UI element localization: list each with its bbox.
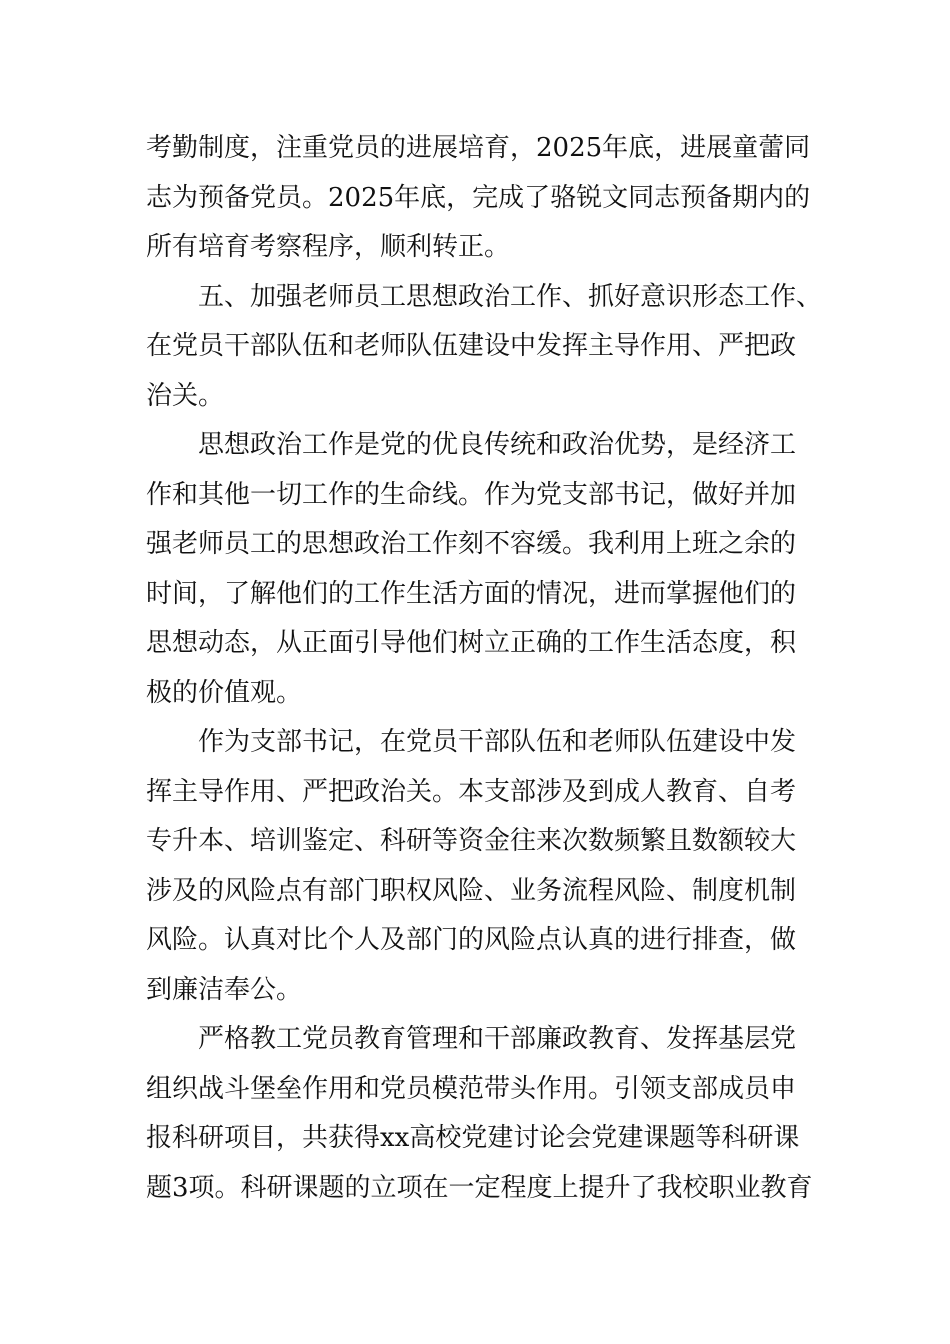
paragraph-4-line-4: 涉及的风险点有部门职权风险、业务流程风险、制度机制 [146,875,797,906]
paragraph-1-line-3: 所有培育考察程序，顺利转正。 [146,232,511,262]
paragraph-4-line-5: 风险。认真对比个人及部门的风险点认真的进行排查，做 [146,925,797,955]
paragraph-5-line-1: 严格教工党员教育管理和干部廉政教育、发挥基层党 [198,1024,797,1054]
paragraph-1-line-2: 志为预备党员。2025年底，完成了骆锐文同志预备期内的 [146,182,811,213]
paragraph-4-line-3: 专升本、培训鉴定、科研等资金往来次数频繁且数额较大 [146,826,797,856]
paragraph-4-line-2: 挥主导作用、严把政治关。本支部涉及到成人教育、自考 [146,776,797,807]
section-heading-line-2: 在党员干部队伍和老师队伍建设中发挥主导作用、严把政 [146,331,797,361]
paragraph-3-line-6: 极的价值观。 [146,677,303,708]
section-heading-line-1: 五、加强老师员工思想政治工作、抓好意识形态工作、 [198,281,823,312]
paragraph-3-line-3: 强老师员工的思想政治工作刻不容缓。我利用上班之余的 [146,529,797,559]
paragraph-1-line-1: 考勤制度，注重党员的进展培育，2025年底，进展童蕾同 [146,133,811,163]
paragraph-5-line-3: 报科研项目，共获得xx高校党建讨论会党建课题等科研课 [146,1123,800,1153]
section-heading-line-3: 治关。 [146,380,225,411]
paragraph-3-line-5: 思想动态，从正面引导他们树立正确的工作生活态度，积 [146,628,797,658]
paragraph-5-line-4: 题3项。科研课题的立项在一定程度上提升了我校职业教育 [146,1172,813,1203]
paragraph-4-line-1: 作为支部书记，在党员干部队伍和老师队伍建设中发 [198,727,797,757]
paragraph-4-line-6: 到廉洁奉公。 [146,974,303,1005]
paragraph-3-line-4: 时间，了解他们的工作生活方面的情况，进而掌握他们的 [146,578,797,609]
paragraph-3-line-2: 作和其他一切工作的生命线。作为党支部书记，做好并加 [146,479,797,510]
paragraph-5-line-2: 组织战斗堡垒作用和党员模范带头作用。引领支部成员申 [146,1073,797,1104]
document-body [146,124,823,1213]
paragraph-3-line-1: 思想政治工作是党的优良传统和政治优势，是经济工 [198,430,797,460]
